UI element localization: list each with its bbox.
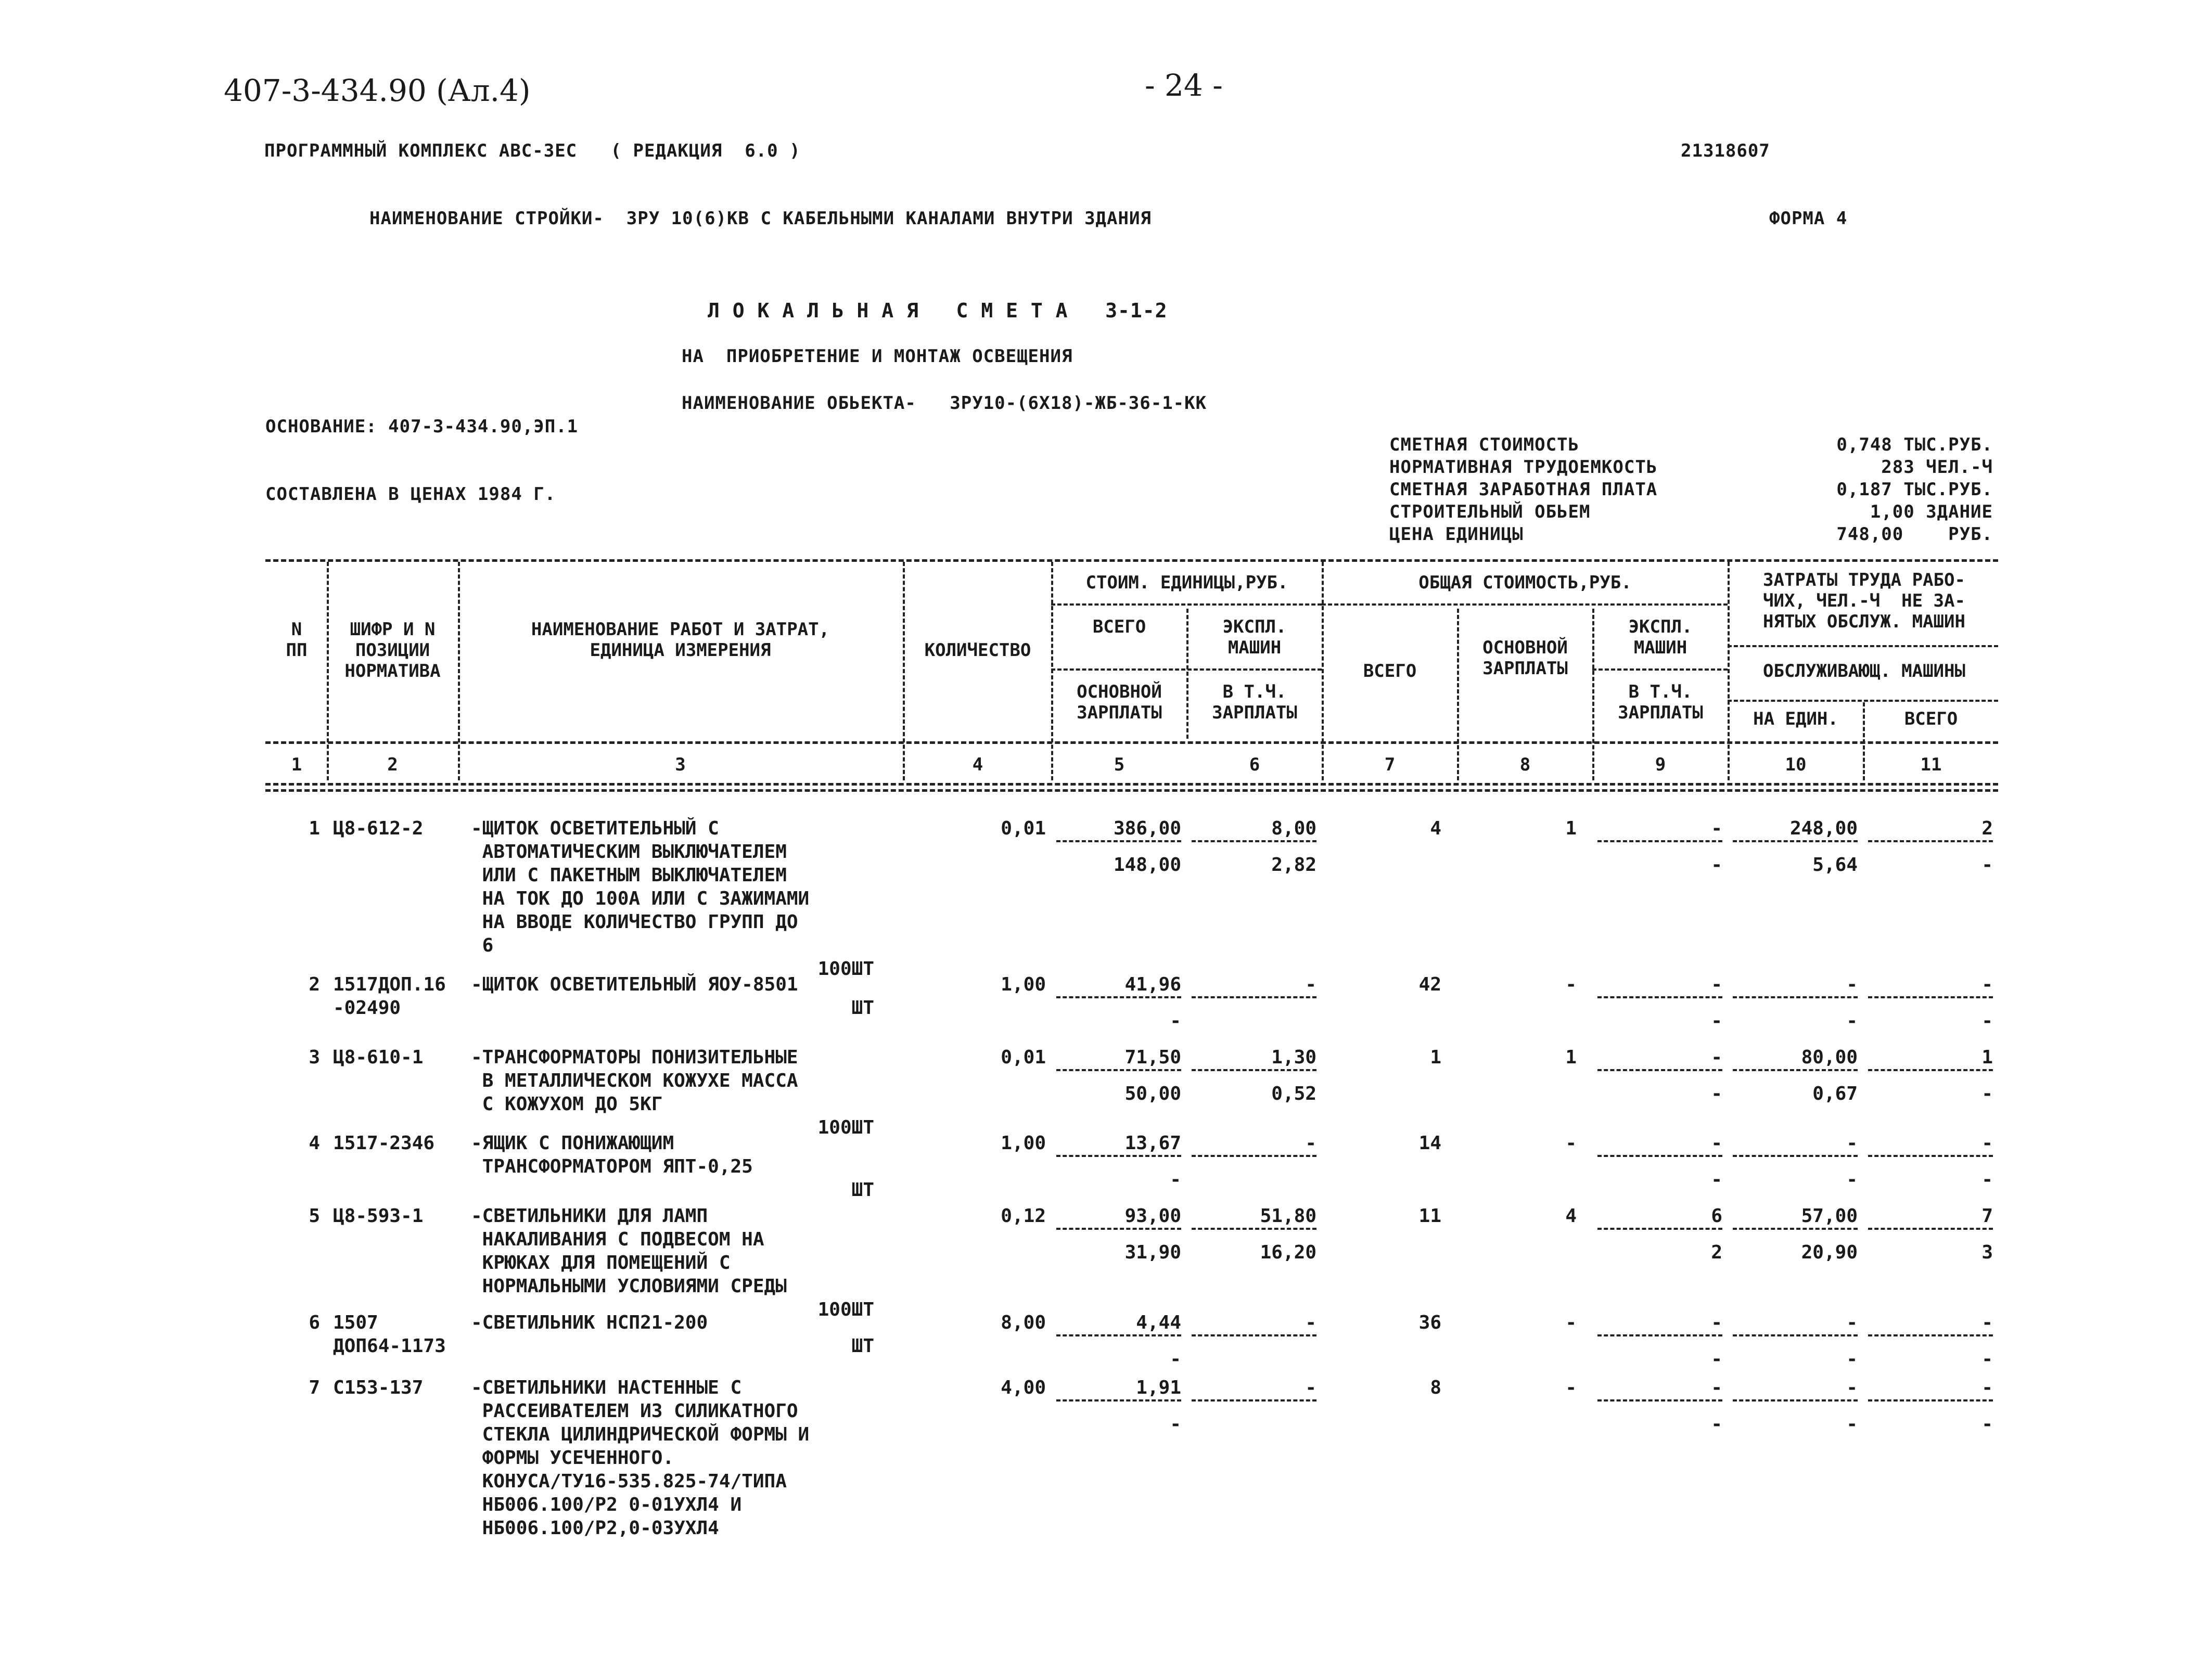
row-unit-total: 93,00 [1056,1204,1181,1230]
row-labor-unit: 248,00 [1733,817,1858,842]
row-unit: 100ШТ [817,1117,874,1138]
row-unit-wage: - [1170,1348,1181,1370]
summary-label-4: СТРОИТЕЛЬНЫЙ ОБЬЕМ [1389,501,1591,522]
header-subrule-labor-2 [1728,700,1998,702]
row-code: С153-137 [333,1377,424,1398]
header-unit-mach-wage: В Т.Ч. ЗАРПЛАТЫ [1212,681,1297,723]
table-top-rule [265,559,1998,562]
estimate-title: Л О К А Л Ь Н А Я С М Е Т А 3-1-2 [708,299,1168,322]
row-total: 4 [1430,818,1441,839]
row-labor-total: 1 [1868,1046,1993,1071]
col-sep-9 [1728,562,1730,780]
header-labor-total: ВСЕГО [1904,709,1958,729]
colnum-5: 5 [1114,754,1125,775]
row-unit-mach: 8,00 [1192,817,1316,842]
summary-label-5: ЦЕНА ЕДИНИЦЫ [1389,524,1524,545]
row-unit-wage: 50,00 [1124,1083,1181,1104]
row-code: Ц8-593-1 [333,1205,424,1227]
row-serv-labor-total: - [1981,1169,1993,1190]
colnum-9: 9 [1655,754,1666,775]
row-total-wage: - [1565,1133,1577,1154]
header-n: N ПП [286,619,308,661]
construction-name: НАИМЕНОВАНИЕ СТРОЙКИ- ЗРУ 10(6)КВ С КАБЕЛЬНЫМИ КАНАЛАМИ ВНУТРИ ЗДАНИЯ [369,208,1152,229]
header-name: НАИМЕНОВАНИЕ РАБОТ И ЗАТРАТ, ЕДИНИЦА ИЗМЕРЕНИЯ [531,619,830,661]
row-serv-labor-total: - [1981,1010,1993,1032]
summary-value-5: 748,00 РУБ. [1836,524,1993,545]
row-total-wage: 4 [1565,1205,1577,1227]
row-total-mach-wage: 2 [1711,1242,1722,1263]
header-code: ШИФР И N ПОЗИЦИИ НОРМАТИВА [344,619,441,681]
colnum-4: 4 [972,754,983,775]
row-unit: ШТ [851,997,874,1019]
row-unit: 100ШТ [817,958,874,980]
row-unit-total: 1,91 [1056,1376,1181,1401]
row-labor-unit: - [1733,973,1858,998]
row-total-mach: - [1597,1131,1722,1157]
row-total-mach-wage: - [1711,1348,1722,1370]
row-unit-mach: - [1192,1131,1316,1157]
row-labor-total: - [1868,1311,1993,1336]
colnum-3: 3 [675,754,686,775]
prices-line: СОСТАВЛЕНА В ЦЕНАХ 1984 Г. [265,484,556,505]
row-code: 1517ДОП.16 -02490 [333,974,446,1019]
row-quantity: 1,00 [1001,1133,1046,1154]
header-labor-serv: ОБСЛУЖИВАЮЩ. МАШИНЫ [1763,661,1965,681]
col-sep-7 [1457,609,1459,780]
row-total: 11 [1418,1205,1441,1227]
col-sep-8 [1592,609,1594,780]
col-sep-2 [458,562,460,780]
row-serv-labor-total: - [1981,1083,1993,1104]
colnum-1: 1 [291,754,302,775]
row-unit-wage: 31,90 [1124,1242,1181,1263]
row-unit-mach-wage: 2,82 [1271,854,1316,876]
row-code: 1517-2346 [333,1133,435,1154]
row-total-wage: - [1565,974,1577,995]
row-total-wage: - [1565,1312,1577,1333]
row-total-mach-wage: - [1711,1083,1722,1104]
header-tot-wage: ОСНОВНОЙ ЗАРПЛАТЫ [1482,637,1568,679]
row-unit-mach: 1,30 [1192,1046,1316,1071]
header-bottom-rule [265,741,1998,744]
row-labor-total: 2 [1868,817,1993,842]
row-total-mach: - [1597,973,1722,998]
row-unit-total: 71,50 [1056,1046,1181,1071]
row-serv-labor-unit: - [1846,1413,1858,1435]
row-serv-labor-unit: - [1846,1169,1858,1190]
row-total-wage: 1 [1565,818,1577,839]
row-name: -СВЕТИЛЬНИКИ НАСТЕННЫЕ С РАССЕИВАТЕЛЕМ ИЗ СИЛИКАТНОГО СТЕКЛА ЦИЛИНДРИЧЕСКОЙ ФОРМЫ И ФОРМЫ УСЕЧЕННОГО. КОНУСА/ТУ16-535.825-74/ТИПА НБ006.100/Р2 0-01УХЛ4 И НБ006.100/Р2,0-03УХЛ4 [471,1377,810,1539]
row-total-mach-wage: - [1711,1169,1722,1190]
row-total: 8 [1430,1377,1441,1398]
row-unit-total: 4,44 [1056,1311,1181,1336]
summary-value-4: 1,00 ЗДАНИЕ [1870,501,1993,522]
basis-line: ОСНОВАНИЕ: 407-3-434.90,ЭП.1 [265,416,579,437]
header-subrule-unit-2 [1051,668,1322,671]
row-number: 1 [309,818,320,839]
row-serv-labor-unit: - [1846,1010,1858,1032]
row-serv-labor-total: - [1981,1413,1993,1435]
header-labor-unit: НА ЕДИН. [1753,709,1838,729]
col-sep-6 [1322,562,1324,780]
colnum-6: 6 [1249,754,1260,775]
header-tot-total: ВСЕГО [1363,661,1417,681]
row-serv-labor-unit: - [1846,1348,1858,1370]
program-line: ПРОГРАММНЫЙ КОМПЛЕКС АВС-ЗЕС ( РЕДАКЦИЯ 6.0 ) [264,140,801,161]
row-serv-labor-total: 3 [1981,1242,1993,1263]
row-labor-unit: - [1733,1131,1858,1157]
row-total-mach: 6 [1597,1204,1722,1230]
row-labor-total: 7 [1868,1204,1993,1230]
row-code: Ц8-612-2 [333,818,424,839]
row-name: -ЯЩИК С ПОНИЖАЮЩИМ ТРАНСФОРМАТОРОМ ЯПТ-0,25 [471,1133,753,1177]
row-unit-total: 386,00 [1056,817,1181,842]
row-total-mach: - [1597,817,1722,842]
row-quantity: 0,01 [1001,1047,1046,1068]
row-unit-wage: 148,00 [1113,854,1181,876]
row-name: -ТРАНСФОРМАТОРЫ ПОНИЗИТЕЛЬНЫЕ В МЕТАЛЛИЧЕСКОМ КОЖУХЕ МАССА С КОЖУХОМ ДО 5КГ [471,1047,798,1115]
header-unit-mach: ЭКСПЛ. МАШИН [1222,616,1287,658]
row-unit-wage: - [1170,1413,1181,1435]
row-labor-unit: - [1733,1376,1858,1401]
object-name: НАИМЕНОВАНИЕ ОБЬЕКТА- ЗРУ10-(6Х18)-ЖБ-36-1-КК [682,393,1207,414]
header-subrule-mach [1592,668,1728,671]
summary-label-2: НОРМАТИВНАЯ ТРУДОЕМКОСТЬ [1389,457,1658,478]
row-number: 3 [309,1047,320,1068]
estimate-subtitle: НА ПРИОБРЕТЕНИЕ И МОНТАЖ ОСВЕЩЕНИЯ [682,346,1073,367]
header-subrule-labor [1728,645,1998,647]
row-name: -ЩИТОК ОСВЕТИТЕЛЬНЫЙ ЯОУ-8501 [471,974,798,995]
row-number: 7 [309,1377,320,1398]
row-quantity: 4,00 [1001,1377,1046,1398]
summary-label-1: СМЕТНАЯ СТОИМОСТЬ [1389,434,1579,455]
header-subrule-total [1322,603,1728,606]
row-labor-unit: 57,00 [1733,1204,1858,1230]
row-unit: 100ШТ [817,1299,874,1320]
number-row-rule-2 [265,789,1998,792]
col-sep-10 [1863,702,1865,780]
summary-value-3: 0,187 ТЫС.РУБ. [1836,479,1993,500]
row-unit-mach: - [1192,1376,1316,1401]
colnum-8: 8 [1519,754,1531,775]
row-quantity: 8,00 [1001,1312,1046,1333]
row-labor-unit: - [1733,1311,1858,1336]
header-subrule-unit [1051,603,1322,606]
colnum-2: 2 [387,754,398,775]
number-row-rule [265,783,1998,786]
row-total-mach-wage: - [1711,1413,1722,1435]
row-quantity: 0,12 [1001,1205,1046,1227]
row-serv-labor-unit: 5,64 [1812,854,1858,876]
header-labor: ЗАТРАТЫ ТРУДА РАБО- ЧИХ, ЧЕЛ.-Ч НЕ ЗА- НЯТЫХ ОБСЛУЖ. МАШИН [1763,570,1965,632]
row-quantity: 0,01 [1001,818,1046,839]
row-unit-wage: - [1170,1169,1181,1190]
row-total: 14 [1418,1133,1441,1154]
row-name: -СВЕТИЛЬНИК НСП21-200 [471,1312,708,1333]
row-labor-unit: 80,00 [1733,1046,1858,1071]
row-unit-mach: 51,80 [1192,1204,1316,1230]
col-sep-5 [1186,609,1188,739]
row-total-mach: - [1597,1311,1722,1336]
row-number: 6 [309,1312,320,1333]
row-total-wage: 1 [1565,1047,1577,1068]
row-unit-mach-wage: 0,52 [1271,1083,1316,1104]
row-code: 1507 ДОП64-1173 [333,1312,446,1357]
row-labor-total: - [1868,1376,1993,1401]
code-right: 21318607 [1681,140,1770,161]
header-total-cost: ОБЩАЯ СТОИМОСТЬ,РУБ. [1418,572,1632,593]
document-code: 407-3-434.90 (Ал.4) [224,73,531,108]
row-unit: ШТ [851,1335,874,1357]
header-unit-cost: СТОИМ. ЕДИНИЦЫ,РУБ. [1085,572,1288,593]
row-unit-wage: - [1170,1010,1181,1032]
row-total-mach: - [1597,1046,1722,1071]
row-number: 4 [309,1133,320,1154]
col-sep-3 [903,562,905,780]
row-serv-labor-unit: 20,90 [1801,1242,1858,1263]
page-number: - 24 - [1145,68,1223,103]
row-unit-mach: - [1192,973,1316,998]
header-tot-mach-wage: В Т.Ч. ЗАРПЛАТЫ [1618,681,1703,723]
row-total-mach-wage: - [1711,1010,1722,1032]
row-total-mach: - [1597,1376,1722,1401]
row-name: -СВЕТИЛЬНИКИ ДЛЯ ЛАМП НАКАЛИВАНИЯ С ПОДВЕСОМ НА КРЮКАХ ДЛЯ ПОМЕЩЕНИЙ С НОРМАЛЬНЫМИ УСЛОВИЯМИ СРЕДЫ [471,1205,787,1297]
row-quantity: 1,00 [1001,974,1046,995]
row-total-mach-wage: - [1711,854,1722,876]
row-serv-labor-unit: 0,67 [1812,1083,1858,1104]
row-number: 5 [309,1205,320,1227]
colnum-7: 7 [1384,754,1396,775]
row-total: 42 [1418,974,1441,995]
row-name: -ЩИТОК ОСВЕТИТЕЛЬНЫЙ С АВТОМАТИЧЕСКИМ ВЫКЛЮЧАТЕЛЕМ ИЛИ С ПАКЕТНЫМ ВЫКЛЮЧАТЕЛЕМ НА ТОК ДО 100А ИЛИ С ЗАЖИМАМИ НА ВВОДЕ КОЛИЧЕСТВО ГРУПП ДО 6 [471,818,810,956]
row-unit-mach-wage: 16,20 [1260,1242,1316,1263]
row-unit: ШТ [851,1179,874,1201]
row-total: 36 [1418,1312,1441,1333]
row-labor-total: - [1868,973,1993,998]
colnum-10: 10 [1785,754,1807,775]
form-label: ФОРМА 4 [1769,208,1848,229]
row-total-wage: - [1565,1377,1577,1398]
col-sep-4 [1051,562,1053,780]
header-tot-mach: ЭКСПЛ. МАШИН [1628,616,1693,658]
row-code: Ц8-610-1 [333,1047,424,1068]
header-unit-total: ВСЕГО [1092,616,1146,637]
summary-label-3: СМЕТНАЯ ЗАРАБОТНАЯ ПЛАТА [1389,479,1658,500]
summary-value-1: 0,748 ТЫС.РУБ. [1836,434,1993,455]
row-unit-total: 41,96 [1056,973,1181,998]
header-qty: КОЛИЧЕСТВО [924,640,1031,661]
colnum-11: 11 [1920,754,1942,775]
row-serv-labor-total: - [1981,854,1993,876]
row-serv-labor-total: - [1981,1348,1993,1370]
row-labor-total: - [1868,1131,1993,1157]
row-unit-mach: - [1192,1311,1316,1336]
header-unit-wage: ОСНОВНОЙ ЗАРПЛАТЫ [1077,681,1162,723]
row-unit-total: 13,67 [1056,1131,1181,1157]
row-total: 1 [1430,1047,1441,1068]
summary-value-2: 283 ЧЕЛ.-Ч [1881,457,1993,478]
row-number: 2 [309,974,320,995]
